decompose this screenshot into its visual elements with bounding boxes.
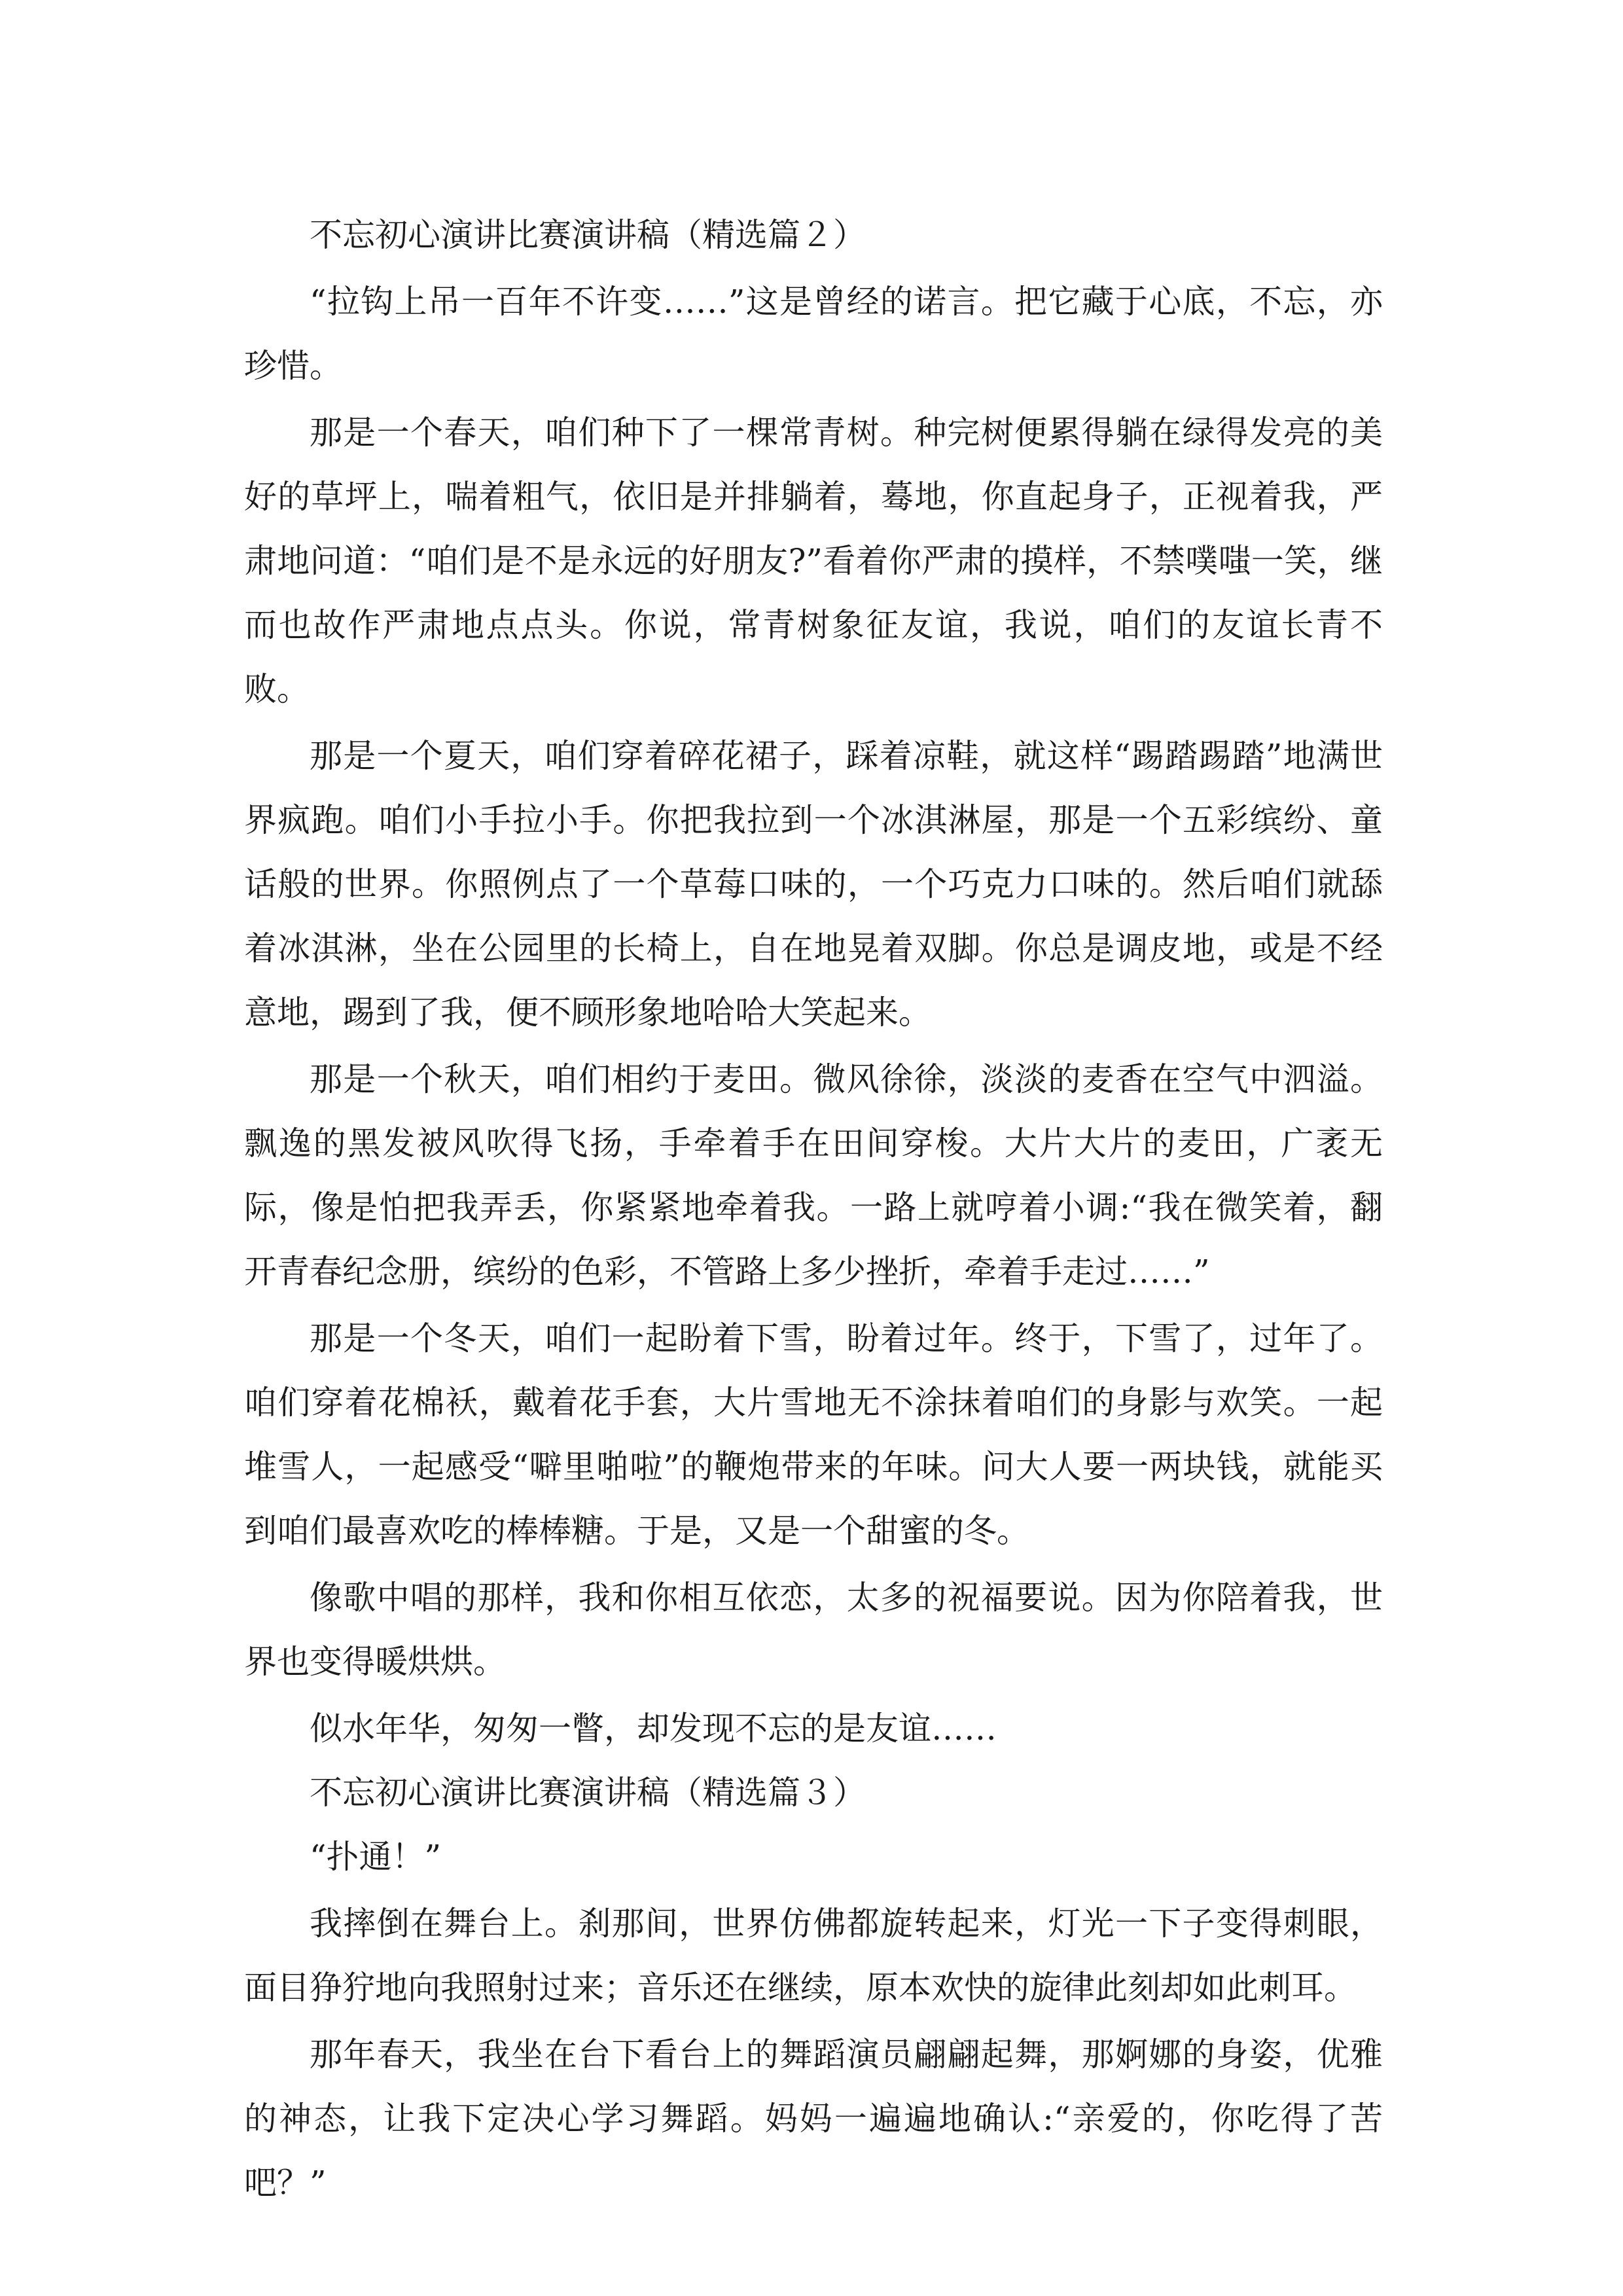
paragraph-song: 像歌中唱的那样，我和你相互依恋，太多的祝福要说。因为你陪着我，世界也变得暖烘烘。 xyxy=(244,1579,1383,1681)
paragraph-thud: “扑通！” xyxy=(310,1838,442,1876)
section-heading-2: 不忘初心演讲比赛演讲稿（精选篇２） xyxy=(310,216,866,254)
document-body xyxy=(244,203,1383,2215)
paragraph-friendship: 似水年华，匆匆一瞥，却发现不忘的是友谊…… xyxy=(310,1710,997,1748)
paragraph-autumn: 那是一个秋天，咱们相约于麦田。微风徐徐，淡淡的麦香在空气中泗溢。飘逸的黑发被风吹得飞扬，手牵着手在田间穿梭。大片大片的麦田，广袤无际，像是怕把我弄丢，你紧紧地牵着我。一路上就哼着小调:“我在微笑着，翻开青春纪念册，缤纷的色彩，不管路上多少挫折，牵着手走过……” xyxy=(244,1060,1383,1291)
paragraph-promise: “拉钩上吊一百年不许变……”这是曾经的诺言。把它藏于心底，不忘，亦珍惜。 xyxy=(244,283,1383,385)
paragraph-winter: 那是一个冬天，咱们一起盼着下雪，盼着过年。终于，下雪了，过年了。咱们穿着花棉袄，戴着花手套，大片雪地无不涂抹着咱们的身影与欢笑。一起堆雪人，一起感受“噼里啪啦”的鞭炮带来的年味。问大人要一两块钱，就能买到咱们最喜欢吃的棒棒糖。于是，又是一个甜蜜的冬。 xyxy=(244,1319,1383,1550)
paragraph-dance: 那年春天，我坐在台下看台上的舞蹈演员翩翩起舞，那婀娜的身姿，优雅的神态，让我下定决心学习舞蹈。妈妈一遍遍地确认:“亲爱的，你吃得了苦吧？” xyxy=(244,2036,1383,2202)
paragraph-spring: 那是一个春天，咱们种下了一棵常青树。种完树便累得躺在绿得发亮的美好的草坪上，喘着粗气，依旧是并排躺着，蓦地，你直起身子，正视着我，严肃地问道：“咱们是不是永远的好朋友?”看着你严肃的摸样，不禁噗嗤一笑，继而也故作严肃地点点头。你说，常青树象征友谊，我说，咱们的友谊长青不败。 xyxy=(244,414,1383,708)
paragraph-summer: 那是一个夏天，咱们穿着碎花裙子，踩着凉鞋，就这样“踢踏踢踏”地满世界疯跑。咱们小手拉小手。你把我拉到一个冰淇淋屋，那是一个五彩缤纷、童话般的世界。你照例点了一个草莓口味的，一个巧克力口味的。然后咱们就舔着冰淇淋，坐在公园里的长椅上，自在地晃着双脚。你总是调皮地，或是不经意地，踢到了我，便不顾形象地哈哈大笑起来。 xyxy=(244,737,1383,1031)
section-heading-3: 不忘初心演讲比赛演讲稿（精选篇３） xyxy=(310,1774,866,1812)
paragraph-fall: 我摔倒在舞台上。刹那间，世界仿佛都旋转起来，灯光一下子变得刺眼，面目狰狞地向我照射过来；音乐还在继续，原本欢快的旋律此刻却如此刺耳。 xyxy=(244,1905,1383,2007)
